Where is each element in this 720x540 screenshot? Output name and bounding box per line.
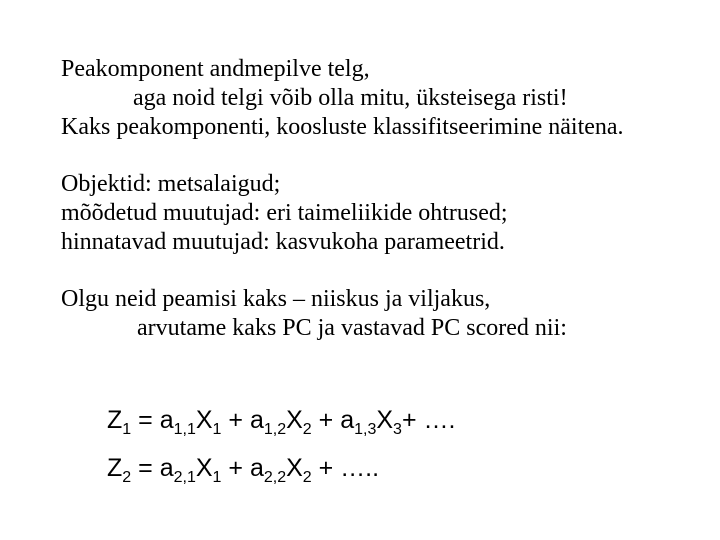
equation-z2 <box>107 453 380 486</box>
equation-z1 <box>107 405 456 438</box>
paragraph-pcs <box>61 285 567 343</box>
eq1-x2: X <box>286 406 303 434</box>
eq1-tail: + …. <box>401 406 456 434</box>
pcs-line-2: arvutame kaks PC ja vastavad PC scored nii: <box>137 315 567 341</box>
eq1-equals: = <box>131 406 160 434</box>
intro-line-1: Peakomponent andmepilve telg, <box>61 56 370 82</box>
objects-line-2: mõõdetud muutujad: eri taimeliikide ohtrused; <box>61 200 508 226</box>
intro-line-3: Kaks peakomponenti, koosluste klassifitseerimine näitena. <box>61 114 624 140</box>
eq2-equals: = <box>131 454 160 482</box>
eq2-z-sub: 2 <box>122 469 132 486</box>
paragraph-intro <box>61 55 624 142</box>
eq2-tail: + ….. <box>311 454 380 482</box>
eq2-z: Z <box>107 454 123 482</box>
paragraph-objects <box>61 170 508 257</box>
eq1-z-sub: 1 <box>122 421 132 438</box>
eq2-plus-1: + <box>221 454 250 482</box>
objects-line-3: hinnatavad muutujad: kasvukoha parameetrid. <box>61 229 505 255</box>
eq1-x1-sub: 1 <box>212 421 222 438</box>
eq2-x2-sub: 2 <box>302 469 312 486</box>
eq2-a1: a <box>159 454 174 482</box>
intro-line-2: aga noid telgi võib olla mitu, üksteisega risti! <box>133 85 568 111</box>
eq1-x1: X <box>195 406 213 434</box>
eq1-x2-sub: 2 <box>302 421 312 438</box>
eq1-a3-sub: 1,3 <box>354 421 377 438</box>
eq2-x1: X <box>195 454 213 482</box>
eq1-a1: a <box>159 406 174 434</box>
eq1-x3: X <box>376 406 394 434</box>
eq2-a2-sub: 2,2 <box>263 469 287 486</box>
eq1-plus-1: + <box>221 406 250 434</box>
eq1-a2: a <box>249 406 264 434</box>
eq1-x3-sub: 3 <box>393 421 402 438</box>
objects-line-1: Objektid: metsalaigud; <box>61 171 281 197</box>
eq1-a2-sub: 1,2 <box>263 421 287 438</box>
eq1-a3: a <box>340 406 355 434</box>
eq2-a2: a <box>249 454 264 482</box>
eq2-a1-sub: 2,1 <box>173 469 196 486</box>
eq2-x2: X <box>286 454 303 482</box>
pcs-line-1: Olgu neid peamisi kaks – niiskus ja viljakus, <box>61 286 491 312</box>
eq2-x1-sub: 1 <box>212 469 222 486</box>
eq1-z: Z <box>107 406 123 434</box>
eq1-plus-2: + <box>311 406 341 434</box>
eq1-a1-sub: 1,1 <box>173 421 196 438</box>
